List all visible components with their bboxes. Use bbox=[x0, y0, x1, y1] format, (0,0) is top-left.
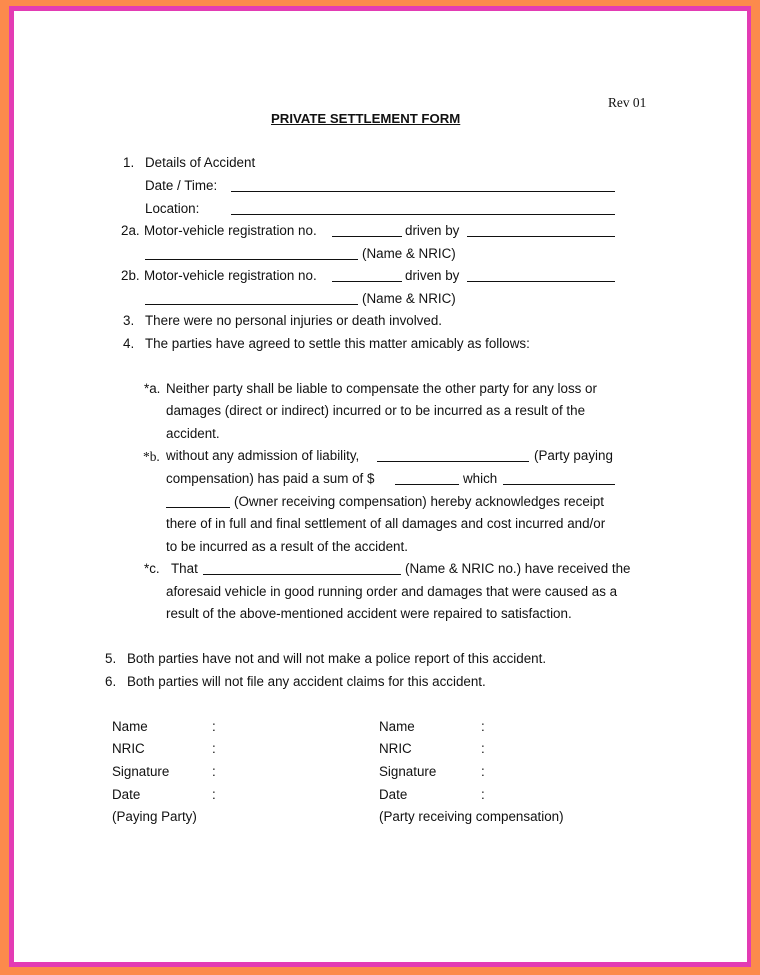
item-6-text: Both parties will not file any accident claims for this accident. bbox=[127, 674, 486, 689]
clause-b-line-2-end: which bbox=[463, 471, 498, 486]
clause-c-marker: *c. bbox=[144, 561, 160, 576]
clause-a-marker: *a. bbox=[144, 381, 161, 396]
clause-b-line-3: (Owner receiving compensation) hereby acknowledges receipt bbox=[234, 494, 604, 509]
clause-c-line-1-end: (Name & NRIC no.) have received the bbox=[405, 561, 631, 576]
item-6-number: 6. bbox=[105, 674, 117, 689]
item-2a-name-nric-field[interactable] bbox=[145, 259, 358, 260]
clause-c-line-2: aforesaid vehicle in good running order and damages that were caused as a bbox=[166, 584, 618, 599]
left-signature-colon: : bbox=[212, 764, 216, 779]
left-role-label: (Paying Party) bbox=[112, 809, 197, 824]
item-1-number: 1. bbox=[123, 155, 135, 170]
clause-b-paying-party-field[interactable] bbox=[377, 461, 529, 462]
item-2b-name-nric-label: (Name & NRIC) bbox=[362, 291, 456, 306]
right-date-colon: : bbox=[481, 787, 485, 802]
clause-b-line-1-end: (Party paying bbox=[534, 448, 613, 463]
clause-b-line-1-start: without any admission of liability, bbox=[166, 448, 360, 463]
clause-b-owner-field-1[interactable] bbox=[503, 484, 615, 485]
clause-a-line-2: damages (direct or indirect) incurred or to be incurred as a result of the bbox=[166, 403, 586, 418]
date-time-label: Date / Time: bbox=[145, 178, 218, 193]
item-4-text: The parties have agreed to settle this matter amicably as follows: bbox=[145, 336, 530, 351]
item-2a-number: 2a. bbox=[121, 223, 140, 238]
right-nric-label: NRIC bbox=[379, 741, 412, 756]
clause-c-name-field[interactable] bbox=[203, 574, 401, 575]
item-3-text: There were no personal injuries or death involved. bbox=[145, 313, 442, 328]
document-page bbox=[14, 11, 747, 962]
date-time-field[interactable] bbox=[231, 191, 615, 192]
item-3-number: 3. bbox=[123, 313, 135, 328]
item-2a-registration-field[interactable] bbox=[332, 236, 402, 237]
item-2b-name-nric-field[interactable] bbox=[145, 304, 358, 305]
clause-b-marker: *b. bbox=[143, 449, 160, 464]
clause-a-line-3: accident. bbox=[166, 426, 220, 441]
item-2b-number: 2b. bbox=[121, 268, 140, 283]
left-nric-colon: : bbox=[212, 741, 216, 756]
item-2a-name-nric-label: (Name & NRIC) bbox=[362, 246, 456, 261]
left-date-label: Date bbox=[112, 787, 141, 802]
location-label: Location: bbox=[145, 201, 200, 216]
item-2a-driven-by-label: driven by bbox=[405, 223, 460, 238]
form-title: PRIVATE SETTLEMENT FORM bbox=[271, 111, 461, 126]
right-date-label: Date bbox=[379, 787, 408, 802]
clause-b-line-2-start: compensation) has paid a sum of $ bbox=[166, 471, 375, 486]
right-signature-label: Signature bbox=[379, 764, 437, 779]
clause-b-line-4: there of in full and final settlement of all damages and cost incurred and/or bbox=[166, 516, 606, 531]
clause-b-sum-field[interactable] bbox=[395, 484, 459, 485]
left-nric-label: NRIC bbox=[112, 741, 145, 756]
clause-a-line-1: Neither party shall be liable to compensate the other party for any loss or bbox=[166, 381, 597, 396]
location-field[interactable] bbox=[231, 214, 615, 215]
clause-b-owner-field-2[interactable] bbox=[166, 507, 230, 508]
clause-c-line-1-start: That bbox=[171, 561, 198, 576]
item-2b-registration-field[interactable] bbox=[332, 281, 402, 282]
item-1-label: Details of Accident bbox=[145, 155, 256, 170]
item-2a-driver-field[interactable] bbox=[467, 236, 615, 237]
right-signature-colon: : bbox=[481, 764, 485, 779]
right-role-label: (Party receiving compensation) bbox=[379, 809, 564, 824]
right-name-label: Name bbox=[379, 719, 415, 734]
right-nric-colon: : bbox=[481, 741, 485, 756]
right-name-colon: : bbox=[481, 719, 485, 734]
left-name-colon: : bbox=[212, 719, 216, 734]
clause-b-line-5: to be incurred as a result of the accident. bbox=[166, 539, 408, 554]
left-signature-label: Signature bbox=[112, 764, 170, 779]
revision-label: Rev 01 bbox=[608, 95, 647, 110]
left-date-colon: : bbox=[212, 787, 216, 802]
item-4-number: 4. bbox=[123, 336, 135, 351]
item-5-text: Both parties have not and will not make a police report of this accident. bbox=[127, 651, 547, 666]
item-2a-registration-label: Motor-vehicle registration no. bbox=[144, 223, 317, 238]
item-2b-driven-by-label: driven by bbox=[405, 268, 460, 283]
clause-c-line-3: result of the above-mentioned accident were repaired to satisfaction. bbox=[166, 606, 572, 621]
item-2b-registration-label: Motor-vehicle registration no. bbox=[144, 268, 317, 283]
item-5-number: 5. bbox=[105, 651, 117, 666]
item-2b-driver-field[interactable] bbox=[467, 281, 615, 282]
left-name-label: Name bbox=[112, 719, 148, 734]
